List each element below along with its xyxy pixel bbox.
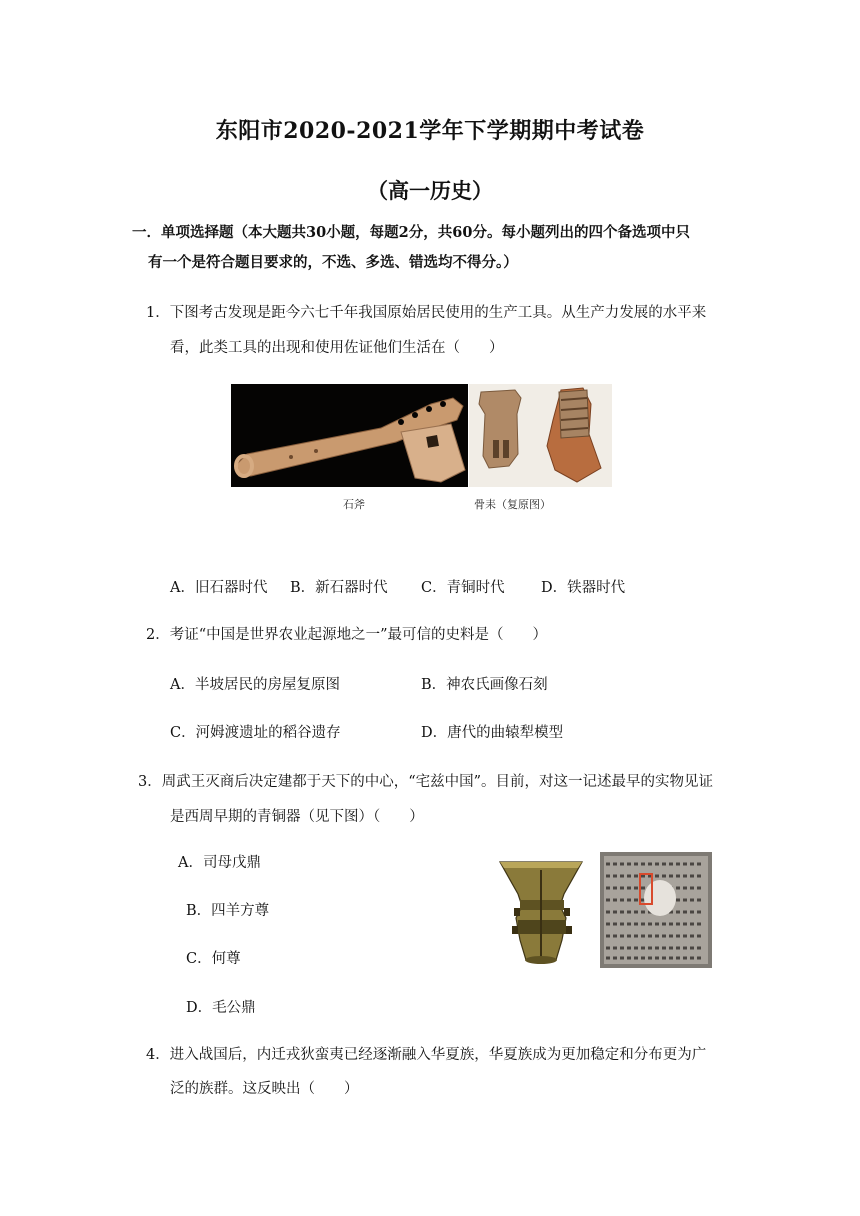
section-heading-line1: 一．单项选择题（本大题共30小题，每题2分，共60分。每小题列出的四个备选项中只: [132, 224, 690, 241]
question-3-line2: 是西周早期的青铜器（见下图）（ ）: [170, 809, 424, 825]
question-2: 2．考证“中国是世界农业起源地之一”最可信的史料是（ ）: [146, 627, 548, 643]
q2-option-a: A．半坡居民的房屋复原图: [170, 677, 340, 693]
question-1-line1: 1．下图考古发现是距今六七千年我国原始居民使用的生产工具。从生产力发展的水平来: [146, 305, 707, 321]
question-4-line1: 4．进入战国后，内迁戎狄蛮夷已经逐渐融入华夏族，华夏族成为更加稳定和分布更为广: [146, 1047, 707, 1063]
question-3-line1: 3．周武王灭商后决定建都于天下的中心，“宅兹中国”。目前，对这一记述最早的实物见证: [138, 774, 714, 790]
page-title: 东阳市2020-2021学年下学期期中考试卷: [215, 118, 645, 144]
question-4-line2: 泛的族群。这反映出（ ）: [170, 1081, 359, 1097]
stone-axe-and-bone-plough-image: [231, 384, 612, 487]
page-subtitle: （高一历史）: [367, 178, 493, 203]
q3-option-c: C．何尊: [186, 951, 241, 967]
figure-caption-bone-plough: 骨耒（复原图）: [474, 498, 551, 511]
q3-option-b: B．四羊方尊: [186, 903, 270, 919]
question-3-figure: [498, 848, 716, 970]
q1-option-d: D．铁器时代: [541, 580, 626, 596]
inscription-rubbing-illustration: [600, 852, 712, 968]
q2-option-c: C．河姆渡遗址的稻谷遗存: [170, 725, 341, 741]
q1-option-c: C．青铜时代: [421, 580, 505, 596]
question-1-figure: [231, 384, 612, 487]
question-3: [138, 767, 713, 832]
q3-option-a: A．司母戊鼎: [178, 855, 261, 871]
bronze-zun-illustration: [500, 862, 582, 964]
question-1-line2: 看，此类工具的出现和使用佐证他们生活在（ ）: [170, 340, 504, 356]
q3-option-d: D．毛公鼎: [186, 1000, 256, 1016]
question-1: [146, 298, 706, 363]
section-heading-line2: 有一个是符合题目要求的，不选、多选、错选均不得分。）: [148, 254, 518, 271]
q2-option-b: B．神农氏画像石刻: [421, 677, 548, 693]
question-4: [146, 1040, 706, 1104]
figure-caption-stone-axe: 石斧: [343, 498, 365, 511]
q2-option-d: D．唐代的曲辕犁模型: [421, 725, 564, 741]
q1-option-b: B．新石器时代: [290, 580, 388, 596]
bronze-zun-and-inscription-image: [498, 848, 716, 970]
q1-option-a: A．旧石器时代: [170, 580, 268, 596]
section-heading: [132, 218, 690, 278]
